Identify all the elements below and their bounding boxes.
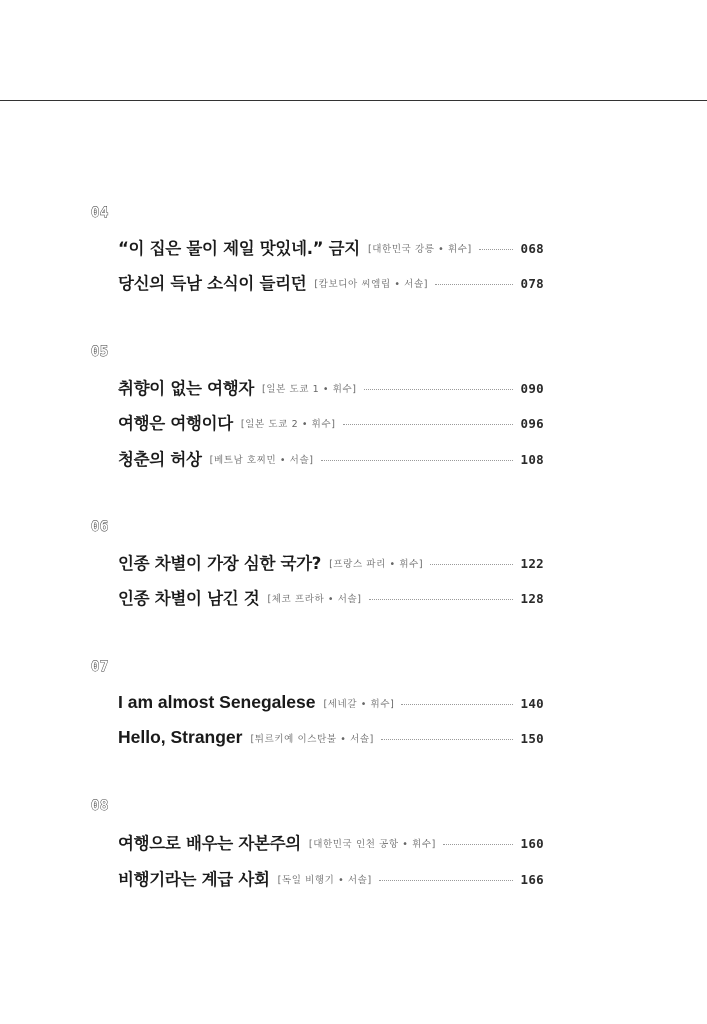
dot-leader: [430, 564, 512, 565]
entry-title: 인종 차별이 가장 심한 국가?: [118, 554, 322, 573]
entry-title: 인종 차별이 남긴 것: [118, 589, 260, 608]
page-number: 096: [520, 415, 544, 431]
toc-entry[interactable]: [118, 550, 544, 574]
entry-title: 당신의 득남 소식이 들리던: [118, 274, 307, 293]
entry-title: 청춘의 허상: [118, 450, 202, 469]
entry-location-author: [대한민국 강릉 • 휘수]: [367, 244, 472, 255]
dot-leader: [381, 739, 513, 740]
entry-location-author: [체코 프라하 • 서솔]: [267, 594, 362, 605]
entry-title: Hello, Stranger: [118, 726, 243, 747]
dot-leader: [435, 284, 512, 285]
page-number: 128: [520, 590, 544, 606]
dot-leader: [321, 460, 513, 461]
toc-entry[interactable]: [118, 585, 544, 609]
page-number: 166: [520, 871, 544, 887]
page-number: 150: [520, 730, 544, 746]
toc-entry[interactable]: [118, 830, 544, 854]
section-number: 05: [91, 344, 109, 360]
section-number: 07: [91, 659, 109, 675]
top-divider: [0, 100, 707, 101]
dot-leader: [401, 704, 512, 705]
section-number: 08: [91, 798, 109, 814]
toc-entry[interactable]: [118, 690, 544, 714]
entry-title: 여행은 여행이다: [118, 414, 233, 433]
section-number: 06: [91, 519, 109, 535]
toc-entry[interactable]: [118, 866, 544, 890]
page-number: 160: [520, 835, 544, 851]
dot-leader: [343, 424, 513, 425]
page-number: 122: [520, 555, 544, 571]
page-number: 090: [520, 380, 544, 396]
entry-title: 취향이 없는 여행자: [118, 379, 255, 398]
toc-entry[interactable]: [118, 725, 544, 749]
page-number: 108: [520, 451, 544, 467]
page-number: 068: [520, 240, 544, 256]
section-number: 04: [91, 205, 109, 221]
entry-title: “이 집은 물이 제일 맛있네.” 금지: [118, 239, 360, 258]
dot-leader: [364, 389, 513, 390]
toc-entry[interactable]: [118, 235, 544, 259]
entry-location-author: [독일 비행기 • 서솔]: [277, 875, 372, 886]
toc-entry[interactable]: [118, 375, 544, 399]
entry-location-author: [프랑스 파리 • 휘수]: [329, 559, 424, 570]
dot-leader: [379, 880, 513, 881]
entry-title: I am almost Senegalese: [118, 691, 316, 712]
dot-leader: [479, 249, 513, 250]
page-number: 078: [520, 275, 544, 291]
toc-entry[interactable]: [118, 410, 544, 434]
toc-entry[interactable]: [118, 270, 544, 294]
entry-location-author: [캄보디아 씨엠립 • 서솔]: [314, 279, 429, 290]
entry-title: 비행기라는 계급 사회: [118, 870, 270, 889]
entry-location-author: [일본 도쿄 1 • 휘수]: [262, 384, 357, 395]
entry-location-author: [일본 도쿄 2 • 휘수]: [240, 419, 336, 430]
toc-entry[interactable]: [118, 446, 544, 470]
page-number: 140: [520, 695, 544, 711]
dot-leader: [443, 844, 513, 845]
entry-location-author: [대한민국 인천 공항 • 휘수]: [308, 839, 436, 850]
entry-title: 여행으로 배우는 자본주의: [118, 834, 301, 853]
entry-location-author: [베트남 호찌민 • 서솔]: [209, 455, 314, 466]
entry-location-author: [튀르키예 이스탄불 • 서솔]: [250, 734, 374, 745]
dot-leader: [369, 599, 513, 600]
entry-location-author: [세네갈 • 휘수]: [323, 699, 395, 710]
